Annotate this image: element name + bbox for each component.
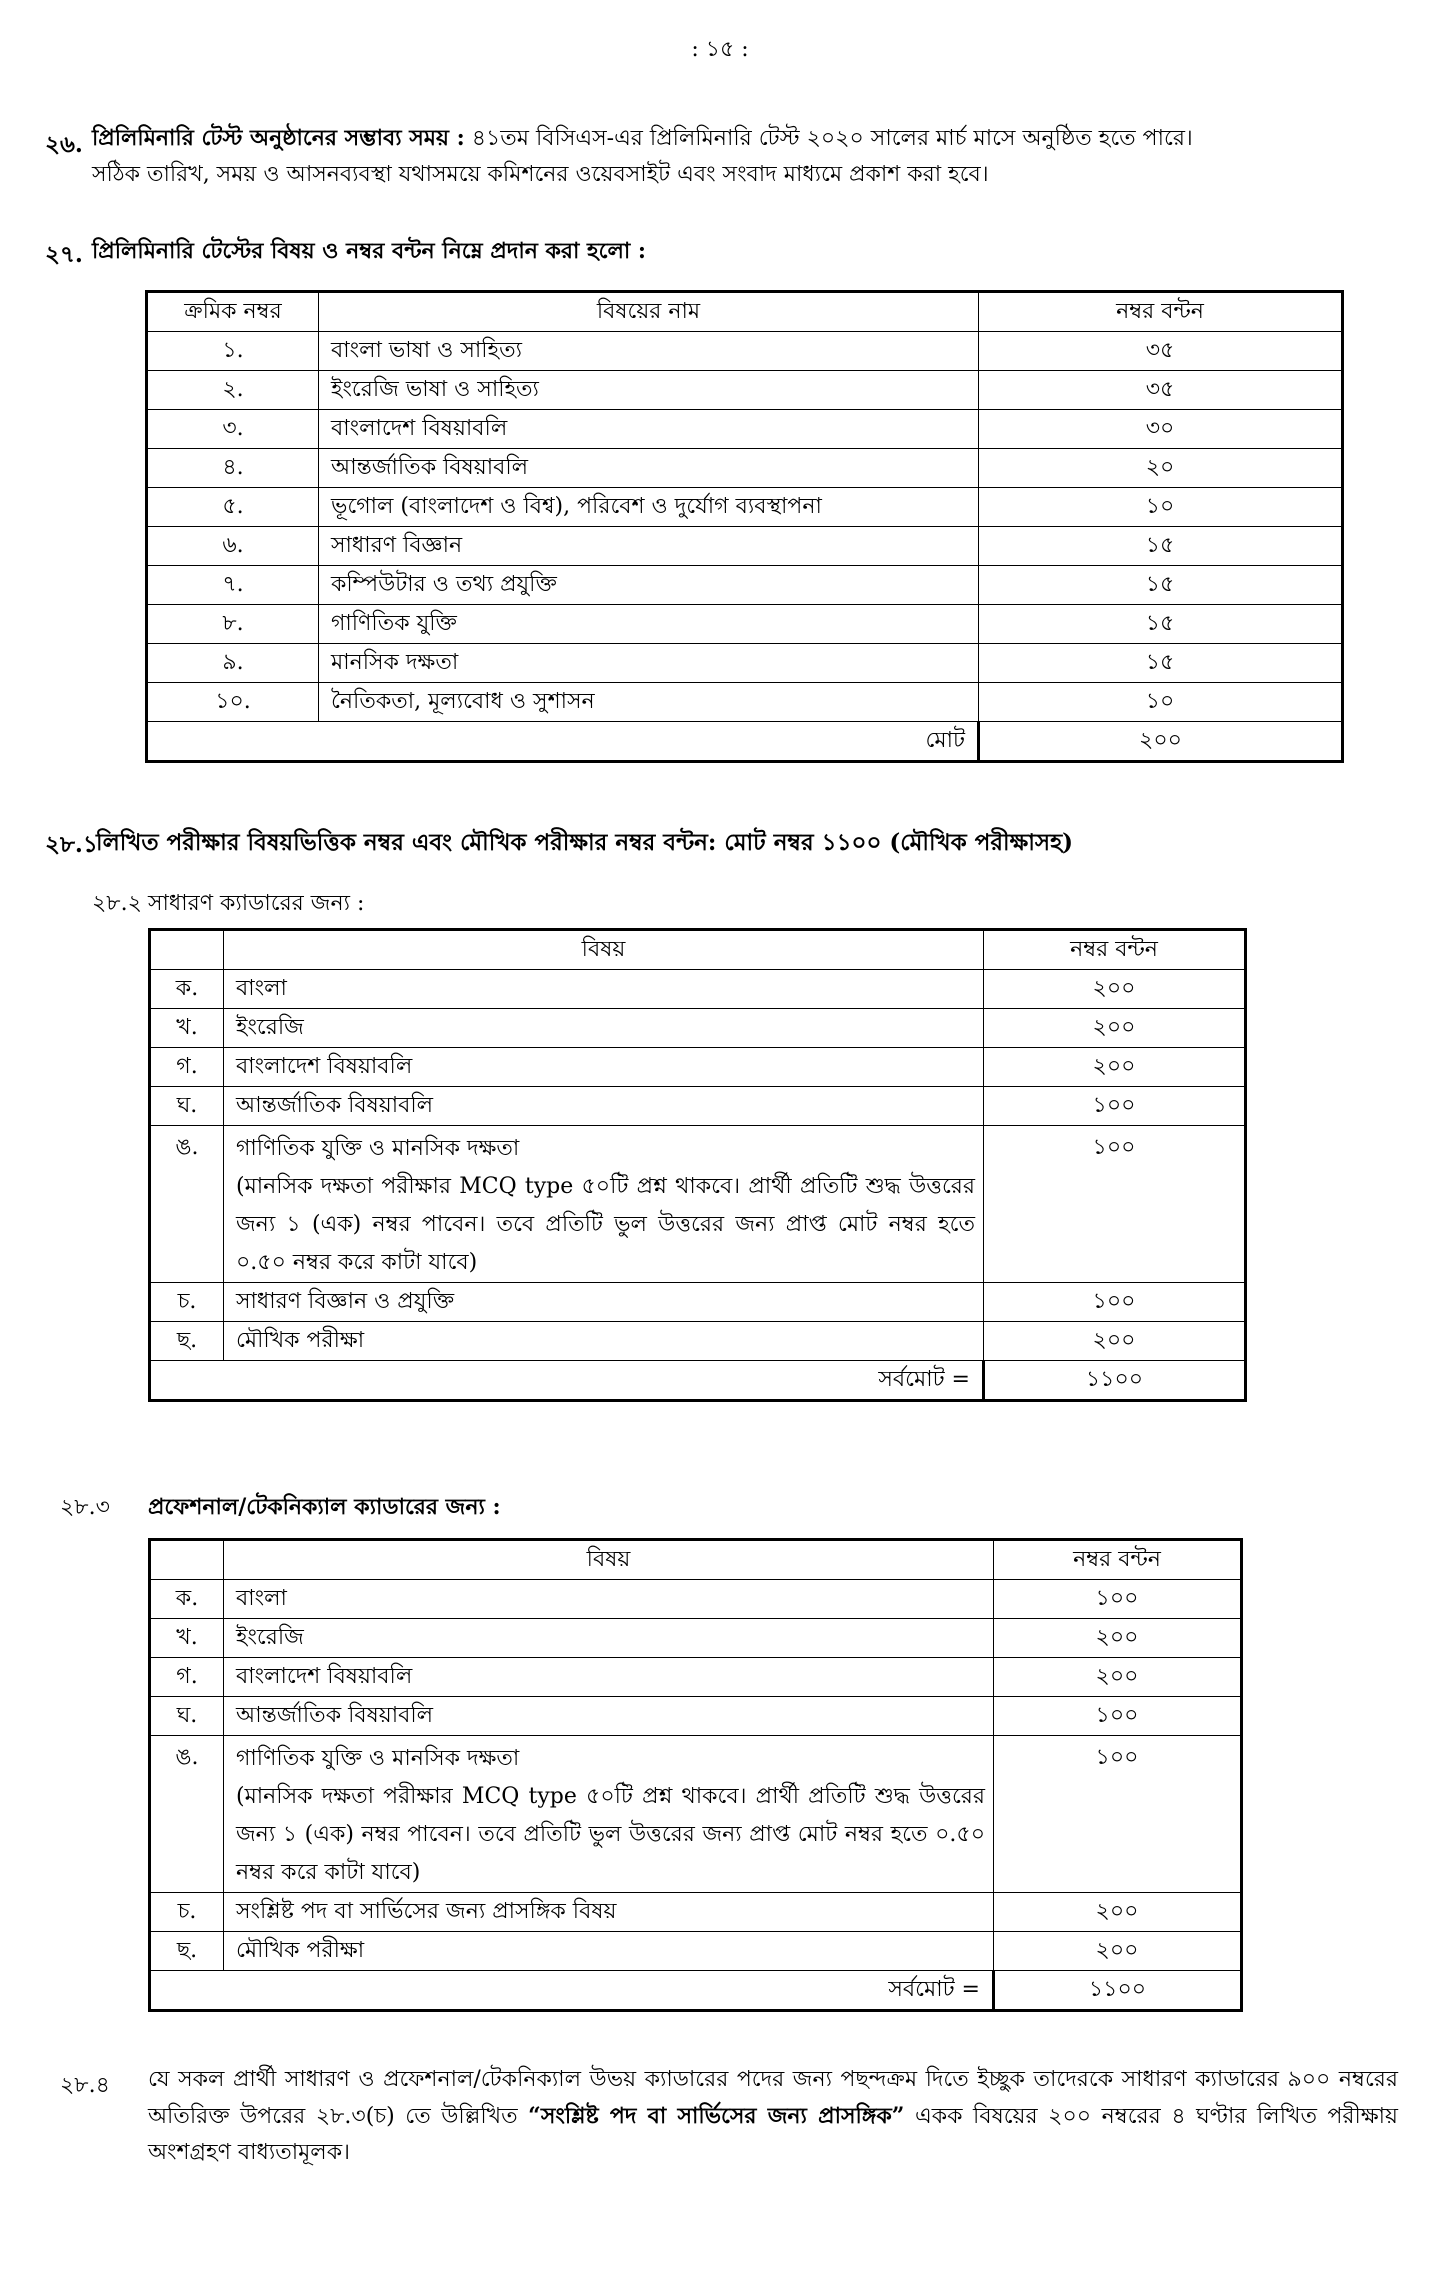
section-28-4-text-b: একক বিষয়ের ২০০ নম্বরের ৪ ঘণ্টার লিখিত পরীক্ষায় অংশগ্রহণ বাধ্যতামূলক। (148, 2104, 1398, 2165)
row-key: ১. (147, 332, 319, 371)
total-value: ১১০০ (994, 1971, 1242, 2011)
row-key: ঘ. (150, 1087, 224, 1126)
row-key: ১০. (147, 683, 319, 722)
row-key: ৯. (147, 644, 319, 683)
total-row (147, 722, 1343, 762)
table-row (150, 1658, 1242, 1697)
row-subject: মানসিক দক্ষতা (319, 644, 979, 683)
row-marks: ২০০ (984, 1009, 1246, 1048)
row-marks: ২০০ (984, 1048, 1246, 1087)
section-27-number: ২৭. (45, 241, 83, 268)
row-subject: বাংলাদেশ বিষয়াবলি (319, 410, 979, 449)
row-subject-note: (মানসিক দক্ষতা পরীক্ষার MCQ type ৫০টি প্রশ্ন থাকবে। প্রার্থী প্রতিটি শুদ্ধ উত্তরের জন্য ১ (এক) নম্বর পাবেন। তবে প্রতিটি ভুল উত্তরের জন্য প্রাপ্ত মোট নম্বর হতে ০.৫০ নম্বর করে কাটা যাবে) (236, 1784, 985, 1885)
header-serial: ক্রমিক নম্বর (147, 292, 319, 332)
section-26-number: ২৬. (45, 131, 83, 158)
row-key: ক. (150, 1580, 224, 1619)
row-key: ছ. (150, 1932, 224, 1971)
row-key: ৫. (147, 488, 319, 527)
section-28-3-number: ২৮.৩ (60, 1495, 110, 1520)
table-row (147, 683, 1343, 722)
table-row (150, 1580, 1242, 1619)
row-marks: ৩০ (979, 410, 1343, 449)
general-cadre-table (148, 928, 1247, 1402)
section-26-title: প্রিলিমিনারি টেস্ট অনুষ্ঠানের সম্ভাব্য সময় : (92, 125, 465, 151)
table-row (147, 449, 1343, 488)
table-row (150, 1619, 1242, 1658)
section-28-1-title: লিখিত পরীক্ষার বিষয়ভিত্তিক নম্বর এবং মৌখিক পরীক্ষার নম্বর বন্টন: মোট নম্বর ১১০০ (মৌখিক পরীক্ষাসহ) (96, 829, 1074, 856)
table-row (150, 1893, 1242, 1932)
total-label: মোট (147, 722, 979, 762)
table-row (150, 1697, 1242, 1736)
total-value: ১১০০ (984, 1361, 1246, 1401)
section-28-4-text-a: যে সকল প্রার্থী সাধারণ ও প্রফেশনাল/টেকনিক্যাল উভয় ক্যাডারের পদের জন্য পছন্দক্রম দিতে ইচ্ছুক তাদেরকে সাধারণ ক্যাডারের ৯০০ নম্বরের অতিরিক্ত উপরের ২৮.৩(চ) তে উল্লিখিত (148, 2067, 1398, 2129)
row-subject-title: গাণিতিক যুক্তি ও মানসিক দক্ষতা (236, 1746, 520, 1771)
row-subject-note: (মানসিক দক্ষতা পরীক্ষার MCQ type ৫০টি প্রশ্ন থাকবে। প্রার্থী প্রতিটি শুদ্ধ উত্তরের জন্য ১ (এক) নম্বর পাবেন। তবে প্রতিটি ভুল উত্তরের জন্য প্রাপ্ত মোট নম্বর হতে ০.৫০ নম্বর করে কাটা যাবে) (236, 1174, 975, 1275)
row-marks: ১০০ (994, 1580, 1242, 1619)
row-marks: ১০ (979, 488, 1343, 527)
total-row (150, 1361, 1246, 1401)
table-row (150, 1009, 1246, 1048)
table-row (147, 644, 1343, 683)
row-key: গ. (150, 1658, 224, 1697)
row-subject: সাধারণ বিজ্ঞান ও প্রযুক্তি (224, 1283, 984, 1322)
row-subject-title: গাণিতিক যুক্তি ও মানসিক দক্ষতা (236, 1136, 520, 1161)
table-row (147, 605, 1343, 644)
table-row (147, 527, 1343, 566)
row-subject: বাংলাদেশ বিষয়াবলি (224, 1048, 984, 1087)
row-marks: ১৫ (979, 644, 1343, 683)
section-26-line2: সঠিক তারিখ, সময় ও আসনব্যবস্থা যথাসময়ে কমিশনের ওয়েবসাইট এবং সংবাদ মাধ্যমে প্রকাশ করা হবে। (92, 162, 989, 187)
section-26-line1: ৪১তম বিসিএস-এর প্রিলিমিনারি টেস্ট ২০২০ সালের মার্চ মাসে অনুষ্ঠিত হতে পারে। (471, 126, 1193, 151)
header-key (150, 1540, 224, 1580)
row-key: ৬. (147, 527, 319, 566)
page-number: : ১৫ : (691, 37, 749, 62)
row-marks: ১০০ (994, 1697, 1242, 1736)
header-subject: বিষয় (224, 1540, 994, 1580)
row-key: ৮. (147, 605, 319, 644)
row-marks: ২০০ (994, 1893, 1242, 1932)
row-key: চ. (150, 1283, 224, 1322)
total-label: সর্বমোট = (150, 1971, 994, 2011)
row-marks: ১৫ (979, 527, 1343, 566)
table-row (147, 488, 1343, 527)
header-marks: নম্বর বন্টন (984, 930, 1246, 970)
section-28-4-number: ২৮.৪ (60, 2073, 110, 2098)
section-28-4-text-bold: “সংশ্লিষ্ট পদ বা সার্ভিসের জন্য প্রাসঙ্গিক” (528, 2103, 905, 2129)
row-subject: ইংরেজি (224, 1619, 994, 1658)
section-27-title: প্রিলিমিনারি টেস্টের বিষয় ও নম্বর বন্টন নিম্নে প্রদান করা হলো : (92, 238, 647, 264)
row-key: ঘ. (150, 1697, 224, 1736)
row-marks: ২০ (979, 449, 1343, 488)
row-marks: ১০০ (984, 1126, 1246, 1283)
row-subject: ভূগোল (বাংলাদেশ ও বিশ্ব), পরিবেশ ও দুর্যোগ ব্যবস্থাপনা (319, 488, 979, 527)
table-row (147, 410, 1343, 449)
row-key: খ. (150, 1009, 224, 1048)
table-row (150, 970, 1246, 1009)
row-marks: ২০০ (984, 1322, 1246, 1361)
prelim-marks-table (145, 290, 1344, 763)
row-subject: আন্তর্জাতিক বিষয়াবলি (319, 449, 979, 488)
row-key: গ. (150, 1048, 224, 1087)
row-marks: ১৫ (979, 605, 1343, 644)
total-row (150, 1971, 1242, 2011)
section-28-2-number: ২৮.২ (92, 891, 142, 916)
row-subject: কম্পিউটার ও তথ্য প্রযুক্তি (319, 566, 979, 605)
header-subject: বিষয় (224, 930, 984, 970)
row-subject (224, 1126, 984, 1283)
table-row-e (150, 1736, 1242, 1893)
row-marks: ২০০ (984, 970, 1246, 1009)
row-marks: ১০০ (994, 1736, 1242, 1893)
section-28-1-number: ২৮.১ (45, 831, 98, 858)
row-subject (224, 1736, 994, 1893)
table-row-e (150, 1126, 1246, 1283)
table-row (150, 1932, 1242, 1971)
row-subject: সাধারণ বিজ্ঞান (319, 527, 979, 566)
table-header-row (150, 1540, 1242, 1580)
row-key: ক. (150, 970, 224, 1009)
table-row (150, 1087, 1246, 1126)
row-subject: আন্তর্জাতিক বিষয়াবলি (224, 1087, 984, 1126)
row-subject: নৈতিকতা, মূল্যবোধ ও সুশাসন (319, 683, 979, 722)
total-value: ২০০ (979, 722, 1343, 762)
row-marks: ১০০ (984, 1087, 1246, 1126)
table-row (147, 332, 1343, 371)
section-28-2-title: সাধারণ ক্যাডারের জন্য : (148, 891, 365, 916)
row-subject: আন্তর্জাতিক বিষয়াবলি (224, 1697, 994, 1736)
row-key: ২. (147, 371, 319, 410)
row-key: ঙ. (150, 1126, 224, 1283)
row-key: ৭. (147, 566, 319, 605)
table-row (147, 566, 1343, 605)
table-row (150, 1283, 1246, 1322)
row-marks: ১৫ (979, 566, 1343, 605)
header-subject: বিষয়ের নাম (319, 292, 979, 332)
row-key: ৩. (147, 410, 319, 449)
row-subject: বাংলাদেশ বিষয়াবলি (224, 1658, 994, 1697)
row-subject: ইংরেজি (224, 1009, 984, 1048)
row-key: ছ. (150, 1322, 224, 1361)
row-key: চ. (150, 1893, 224, 1932)
header-marks: নম্বর বন্টন (994, 1540, 1242, 1580)
table-row (147, 371, 1343, 410)
row-subject: মৌখিক পরীক্ষা (224, 1322, 984, 1361)
row-marks: ১০ (979, 683, 1343, 722)
row-key: ঙ. (150, 1736, 224, 1893)
table-header-row (147, 292, 1343, 332)
row-marks: ২০০ (994, 1658, 1242, 1697)
table-row (150, 1322, 1246, 1361)
total-label: সর্বমোট = (150, 1361, 984, 1401)
row-key: ৪. (147, 449, 319, 488)
row-subject: সংশ্লিষ্ট পদ বা সার্ভিসের জন্য প্রাসঙ্গিক বিষয় (224, 1893, 994, 1932)
row-marks: ২০০ (994, 1932, 1242, 1971)
header-marks: নম্বর বন্টন (979, 292, 1343, 332)
section-28-3-title: প্রফেশনাল/টেকনিক্যাল ক্যাডারের জন্য : (148, 1494, 501, 1520)
technical-cadre-table (148, 1538, 1243, 2012)
section-26-text (92, 120, 1402, 193)
table-row (150, 1048, 1246, 1087)
row-subject: গাণিতিক যুক্তি (319, 605, 979, 644)
row-subject: মৌখিক পরীক্ষা (224, 1932, 994, 1971)
row-marks: ১০০ (984, 1283, 1246, 1322)
section-28-4-text (148, 2062, 1398, 2171)
table-header-row (150, 930, 1246, 970)
row-key: খ. (150, 1619, 224, 1658)
header-key (150, 930, 224, 970)
row-subject: বাংলা (224, 1580, 994, 1619)
row-marks: ২০০ (994, 1619, 1242, 1658)
row-marks: ৩৫ (979, 332, 1343, 371)
row-marks: ৩৫ (979, 371, 1343, 410)
row-subject: ইংরেজি ভাষা ও সাহিত্য (319, 371, 979, 410)
row-subject: বাংলা ভাষা ও সাহিত্য (319, 332, 979, 371)
row-subject: বাংলা (224, 970, 984, 1009)
